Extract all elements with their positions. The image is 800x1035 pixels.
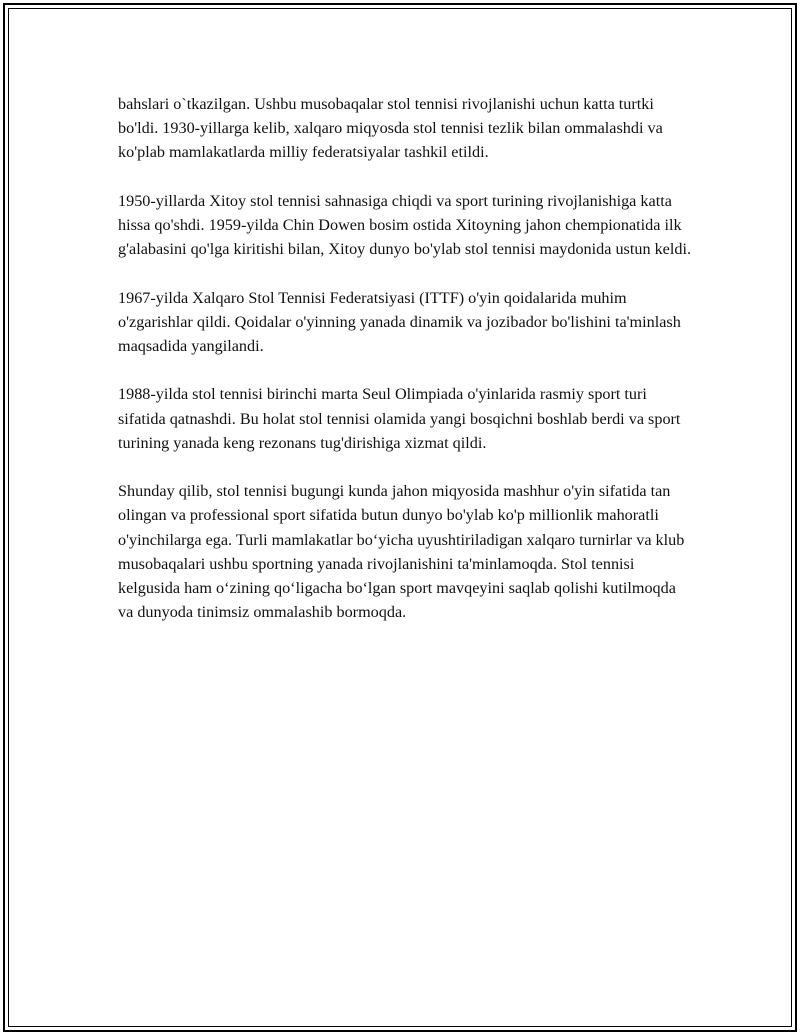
paragraph-5: Shunday qilib, stol tennisi bugungi kunda jahon miqyosida mashhur o'yin sifatida tan olingan va professional sport sifatida butun dunyo bo'ylab ko'p millionlik mahoratli o'yinchilarga ega. Turli mamlakatlar bo‘yicha uyushtiriladigan xalqaro turnirlar va klub musobaqalari ushbu sportning yanada rivojlanishini ta'minlamoqda. Stol tennisi kelgusida ham o‘zining qo‘ligacha bo‘lgan sport mavqeyini saqlab qolishi kutilmoqda va dunyoda tinimsiz ommalashib bormoqda. [118, 482, 685, 622]
paragraph-3: 1967-yilda Xalqaro Stol Tennisi Federatsiyasi (ITTF) o'yin qoidalarida muhim o'zgarishlar qildi. Qoidalar o'yinning yanada dinamik va jozibador bo'lishini ta'minlash maqsadida yangilandi. [118, 288, 681, 355]
paragraph-1: bahslari o`tkazilgan. Ushbu musobaqalar stol tennisi rivojlanishi uchun katta turtki bo'ldi. 1930-yillarga kelib, xalqaro miqyosda stol tennisi tezlik bilan ommalashdi va ko'plab mamlakatlarda milliy federatsiyalar tashkil etildi. [118, 95, 663, 162]
paragraph-2: 1950-yillarda Xitoy stol tennisi sahnasiga chiqdi va sport turining rivojlanishiga katta hissa qo'shdi. 1959-yilda Chin Dowen bosim ostida Xitoyning jahon chempionatida ilk g'alabasini qo'lga kiritishi bilan, Xitoy dunyo bo'ylab stol tennisi maydonida ustun keldi. [118, 191, 692, 259]
paragraph-4: 1988-yilda stol tennisi birinchi marta Seul Olimpiada o'yinlarida rasmiy sport turi sifatida qatnashdi. Bu holat stol tennisi olamida yangi bosqichni boshlab berdi va sport turining yanada keng rezonans tug'dirishiga xizmat qildi. [118, 385, 681, 452]
document-body [118, 92, 694, 649]
